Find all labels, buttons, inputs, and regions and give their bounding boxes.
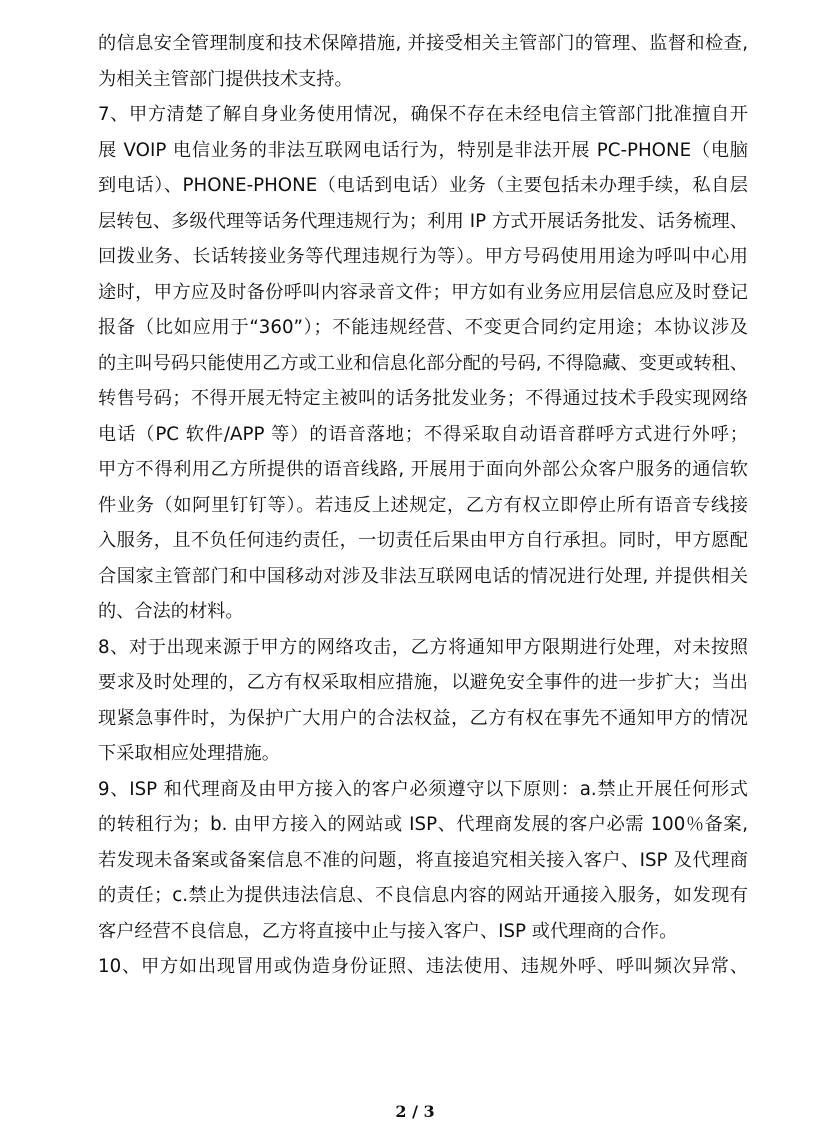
text-line: 层转包、多级代理等话务代理违规行为；利用 IP 方式开展话务批发、话务梳理、: [98, 210, 748, 232]
page-number: 2 / 3: [395, 1102, 435, 1121]
text-line: 途时，甲方应及时备份呼叫内容录音文件；甲方如有业务应用层信息应及时登记: [98, 281, 748, 303]
text-line: 客户经营不良信息，乙方将直接中止与接入客户、ISP 或代理商的合作。: [98, 920, 678, 942]
text-line: 到电话）、PHONE-PHONE（电话到电话）业务（主要包括未办理手续，私自层: [98, 175, 748, 196]
text-line: 展 VOIP 电信业务的非法互联网电话行为，特别是非法开展 PC-PHONE（电脑: [98, 139, 748, 161]
document-body: [98, 26, 748, 985]
text-line: 若发现未备案或备案信息不准的问题，将直接追究相关接入客户、ISP 及代理商: [98, 849, 748, 871]
text-line: 报备（比如应用于“360”）；不能违规经营、不变更合同约定用途；本协议涉及: [98, 317, 748, 338]
text-line: 回拨业务、长话转接业务等代理违规行为等）。甲方号码使用用途为呼叫中心用: [98, 246, 748, 267]
text-line: 现紧急事件时，为保护广大用户的合法权益，乙方有权在事先不通知甲方的情况: [98, 707, 748, 729]
text-line: 电话（PC 软件/APP 等）的语音落地；不得采取自动语音群呼方式进行外呼；: [98, 423, 748, 445]
text-line: 下采取相应处理措施。: [98, 743, 280, 764]
text-line: 8、对于出现来源于甲方的网络攻击，乙方将通知甲方限期进行处理，对未按照: [98, 636, 748, 658]
text-line: 甲方不得利用乙方所提供的语音线路, 开展用于面向外部公众客户服务的通信软: [98, 459, 748, 480]
text-line: 的信息安全管理制度和技术保障措施, 并接受相关主管部门的管理、监督和检查,: [98, 33, 748, 54]
text-line: 的、合法的材料。: [98, 601, 244, 622]
text-line: 件业务（如阿里钉钉等）。若违反上述规定，乙方有权立即停止所有语音专线接: [98, 494, 748, 516]
text-line: 转售号码；不得开展无特定主被叫的话务批发业务；不得通过技术手段实现网络: [98, 388, 748, 409]
text-line: 的转租行为；b. 由甲方接入的网站或 ISP、代理商发展的客户必需 100％备案,: [98, 814, 748, 835]
text-line: 入服务，且不负任何违约责任，一切责任后果由甲方自行承担。同时，甲方愿配: [98, 530, 748, 551]
text-line: 合国家主管部门和中国移动对涉及非法互联网电话的情况进行处理, 并提供相关: [98, 565, 748, 587]
text-line: 7、甲方清楚了解自身业务使用情况，确保不存在未经电信主管部门批准擅自开: [98, 104, 748, 125]
text-line: 为相关主管部门提供技术支持。: [98, 68, 353, 90]
text-line: 要求及时处理的，乙方有权采取相应措施，以避免安全事件的进一步扩大；当出: [98, 672, 748, 693]
text-line: 的责任；c.禁止为提供违法信息、不良信息内容的网站开通接入服务，如发现有: [98, 885, 748, 906]
text-line: 的主叫号码只能使用乙方或工业和信息化部分配的号码, 不得隐藏、变更或转租、: [98, 352, 748, 374]
text-line: 9、ISP 和代理商及由甲方接入的客户必须遵守以下原则：a.禁止开展任何形式: [98, 778, 748, 800]
text-line: 10、甲方如出现冒用或伪造身份证照、违法使用、违规外呼、呼叫频次异常、: [98, 956, 748, 977]
